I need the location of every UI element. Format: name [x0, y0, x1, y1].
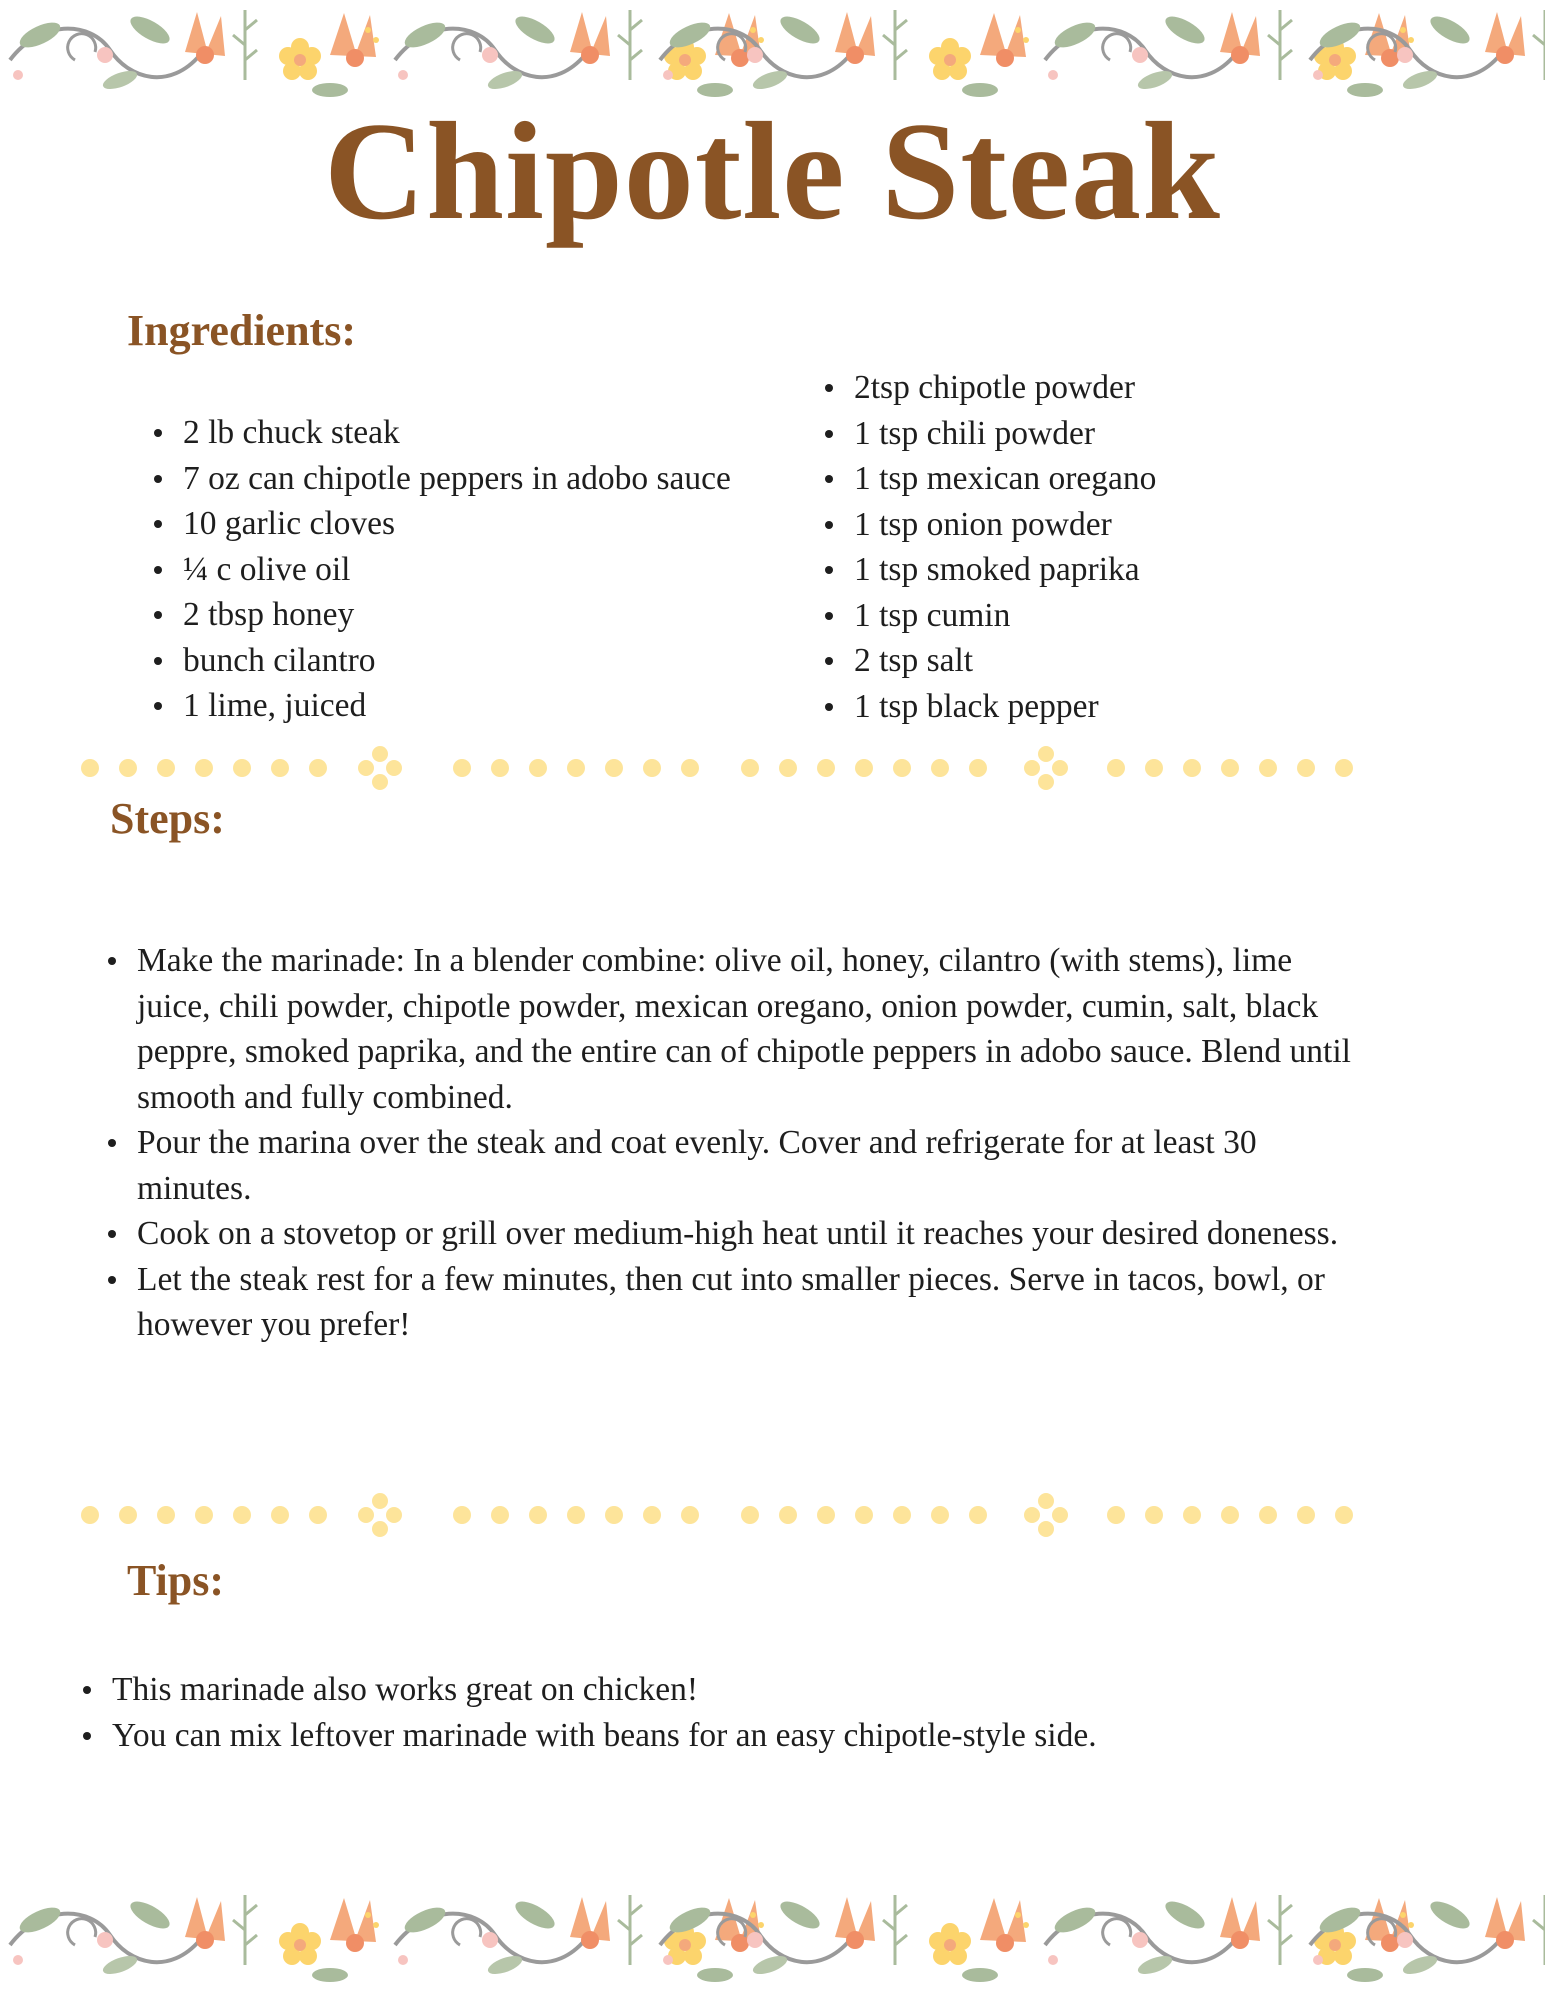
floral-border-icon: [0, 1885, 1545, 2000]
list-item: This marinade also works great on chicken!: [112, 1667, 1362, 1713]
list-item: bunch cilantro: [183, 638, 731, 684]
tips-heading: Tips:: [127, 1556, 225, 1605]
list-item: Let the steak rest for a few minutes, then cut into smaller pieces. Serve in tacos, bowl, or however you prefer!: [137, 1257, 1367, 1348]
list-item: 2 tbsp honey: [183, 592, 731, 638]
ingredients-list-right: [854, 365, 1156, 729]
ingredients-heading: Ingredients:: [127, 306, 356, 355]
tips-list: [112, 1667, 1362, 1758]
floral-border-bottom: [0, 1885, 1545, 2000]
list-item: Cook on a stovetop or grill over medium-high heat until it reaches your desired doneness.: [137, 1211, 1367, 1257]
page-title: Chipotle Steak: [324, 94, 1221, 249]
ingredients-list-left: [183, 410, 731, 729]
list-item: 1 tsp smoked paprika: [854, 547, 1156, 593]
dotted-divider: [70, 738, 1370, 798]
list-item: 1 tsp cumin: [854, 593, 1156, 639]
list-item: 2 lb chuck steak: [183, 410, 731, 456]
list-item: 2 tsp salt: [854, 638, 1156, 684]
list-item: 1 tsp chili powder: [854, 411, 1156, 457]
list-item: Make the marinade: In a blender combine: olive oil, honey, cilantro (with stems), lime juice, chili powder, chipotle powder, mexican oregano, onion powder, cumin, salt, black peppre, smoked paprika, and the entire can of chipotle peppers in adobo sauce. Blend until smooth and fully combined.: [137, 938, 1367, 1120]
dotted-divider: [70, 1485, 1370, 1545]
list-item: 1 tsp onion powder: [854, 502, 1156, 548]
list-item: 10 garlic cloves: [183, 501, 731, 547]
list-item: ¼ c olive oil: [183, 547, 731, 593]
list-item: 1 tsp black pepper: [854, 684, 1156, 730]
list-item: Pour the marina over the steak and coat evenly. Cover and refrigerate for at least 30 minutes.: [137, 1120, 1367, 1211]
steps-heading: Steps:: [110, 794, 225, 843]
list-item: 7 oz can chipotle peppers in adobo sauce: [183, 456, 731, 502]
list-item: You can mix leftover marinade with beans for an easy chipotle-style side.: [112, 1713, 1362, 1759]
list-item: 2tsp chipotle powder: [854, 365, 1156, 411]
steps-list: [137, 938, 1367, 1348]
list-item: 1 lime, juiced: [183, 683, 731, 729]
list-item: 1 tsp mexican oregano: [854, 456, 1156, 502]
